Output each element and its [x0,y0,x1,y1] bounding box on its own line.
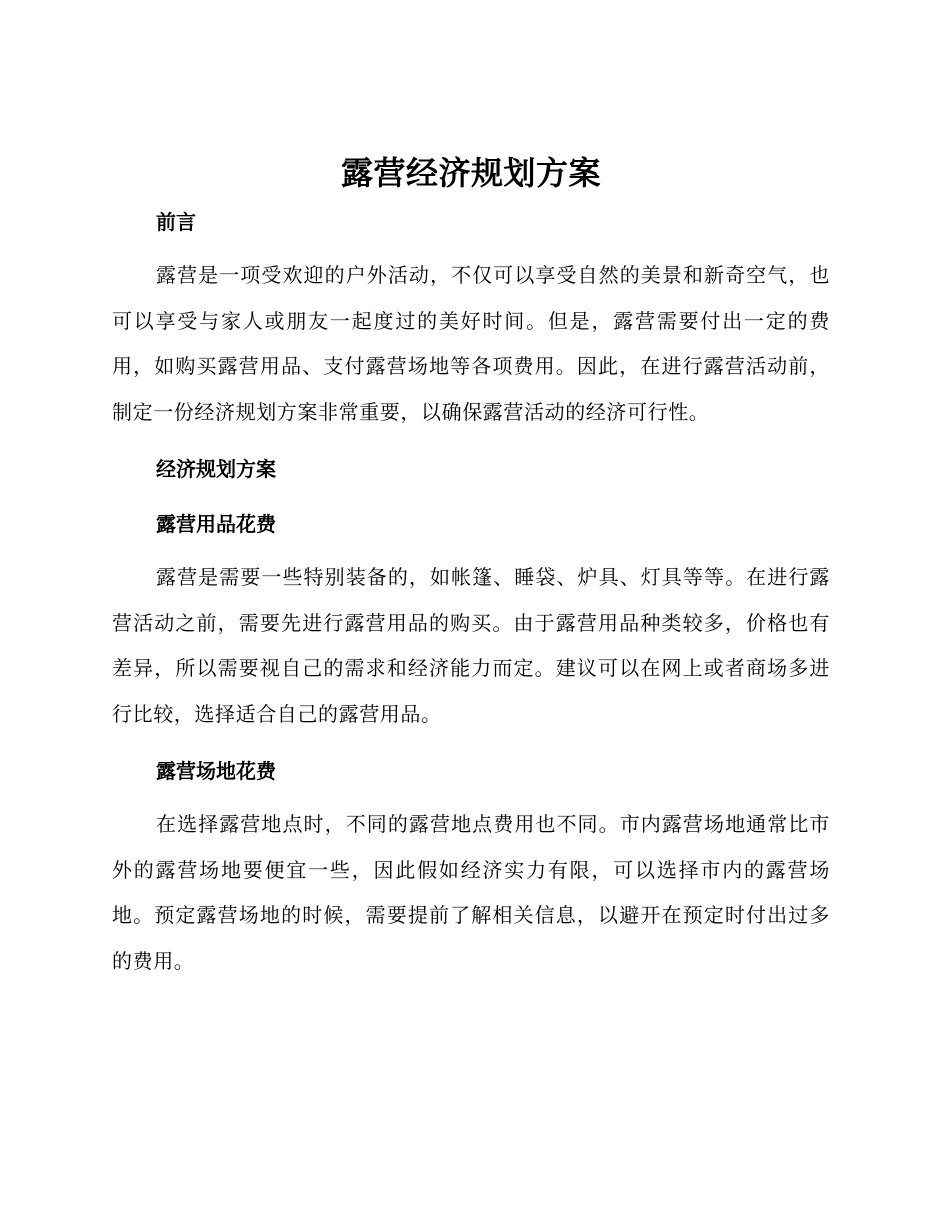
document-title: 露营经济规划方案 [340,154,601,192]
section-heading-preface: 前言 [156,210,196,234]
document-body [112,150,830,984]
paragraph-site-costs: 在选择露营地点时，不同的露营地点费用也不同。市内露营场地通常比市外的露营场地要便宜一些，因此假如经济实力有限，可以选择市内的露营场地。预定露营场地的时候，需要提前了解相关信息，以避开在预定时付出过多的费用。 [112,812,830,973]
section-heading-site-costs: 露营场地花费 [156,759,276,783]
paragraph-preface: 露营是一项受欢迎的户外活动，不仅可以享受自然的美景和新奇空气，也可以享受与家人或朋友一起度过的美好时间。但是，露营需要付出一定的费用，如购买露营用品、支付露营场地等各项费用。因此，在进行露营活动前，制定一份经济规划方案非常重要，以确保露营活动的经济可行性。 [112,263,830,424]
paragraph-gear-costs: 露营是需要一些特别装备的，如帐篷、睡袋、炉具、灯具等等。在进行露营活动之前，需要先进行露营用品的购买。由于露营用品种类较多，价格也有差异，所以需要视自己的需求和经济能力而定。建议可以在网上或者商场多进行比较，选择适合自己的露营用品。 [112,565,830,726]
section-heading-gear-costs: 露营用品花费 [156,512,276,536]
section-heading-economic-plan: 经济规划方案 [156,457,276,481]
